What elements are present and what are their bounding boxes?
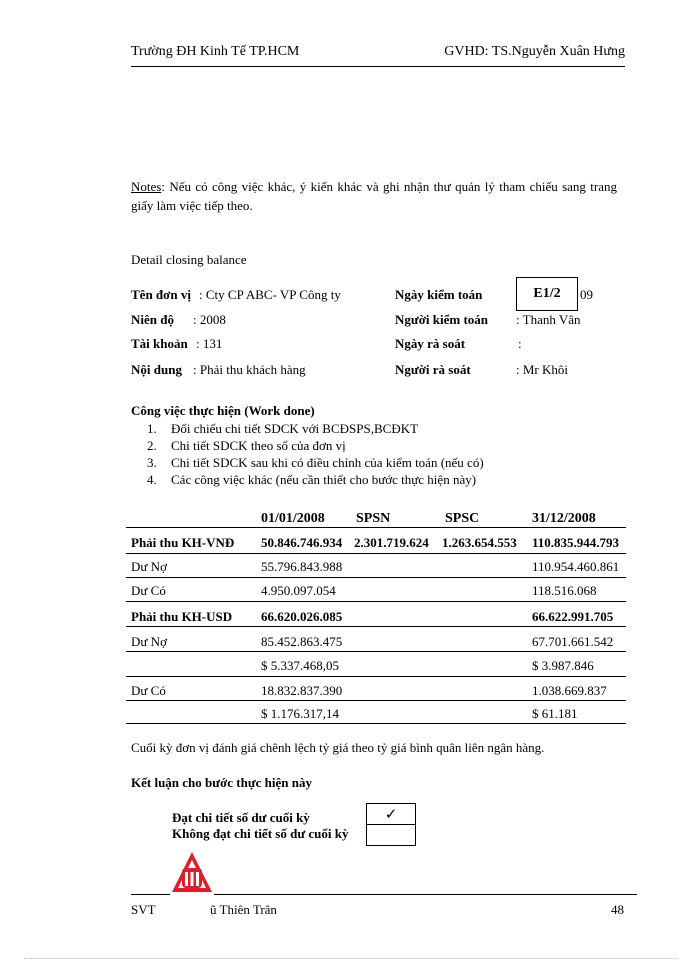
list-item-text: Các công việc khác (nếu cần thiết cho bước thực hiện này)	[171, 472, 477, 487]
table-header: SPSN	[356, 511, 391, 526]
table-cell: 85.452.863.475	[261, 634, 343, 649]
table-rule	[126, 723, 626, 724]
list-item-number: 3.	[147, 455, 157, 470]
review-date-label: Ngày rà soát	[395, 336, 466, 351]
table-rule	[126, 553, 626, 554]
table-cell: 66.620.026.085	[261, 609, 343, 624]
auditor-label: Người kiểm toán	[395, 312, 488, 327]
notes-label: Notes	[131, 179, 162, 194]
list-item-number: 2.	[147, 438, 157, 453]
table-cell: 66.622.991.705	[532, 609, 614, 624]
notes-text: : Nếu có công việc khác, ý kiến khác và ghi nhận thư quản lý tham chiếu sang trang giấy làm việc tiếp theo.	[131, 179, 617, 213]
table-cell: 1.263.654.553	[442, 535, 517, 550]
table-cell: $ 61.181	[532, 706, 578, 721]
table-rule	[126, 577, 626, 578]
header-supervisor: GVHD: TS.Nguyễn Xuân Hưng	[444, 44, 625, 59]
list-item-text: Chi tiết SDCK sau khi có điều chỉnh của kiểm toán (nếu có)	[171, 455, 484, 470]
year-value: : 2008	[193, 312, 226, 327]
reference-box: E1/2	[516, 277, 578, 311]
list-item	[147, 454, 484, 471]
account-label: Tài khoản	[131, 336, 188, 351]
page-edge-divider	[24, 958, 676, 959]
notes-paragraph	[131, 177, 617, 215]
table-cell: 2.301.719.624	[354, 535, 429, 550]
table-cell: 4.950.097.054	[261, 583, 336, 598]
work-title: Công việc thực hiện (Work done)	[131, 403, 315, 418]
list-item-number: 1.	[147, 421, 157, 436]
unit-value: : Cty CP ABC- VP Công ty	[199, 287, 341, 302]
table-row-label: Phải thu KH-USD	[131, 609, 233, 624]
table-rule	[126, 626, 626, 627]
footer-student-name: ũ Thiên Trân	[210, 902, 277, 917]
table-cell: 50.846.746.934	[261, 535, 343, 550]
list-item	[147, 437, 484, 454]
option-fail-checkbox[interactable]	[366, 824, 416, 846]
table-cell: $ 3.987.846	[532, 658, 594, 673]
option-pass-label: Đạt chi tiết số dư cuối kỳ	[172, 810, 310, 825]
review-date-value: :	[518, 336, 522, 351]
table-cell: 118.516.068	[532, 583, 597, 598]
unit-label: Tên đơn vị	[131, 287, 191, 302]
table-cell: 1.038.669.837	[532, 683, 607, 698]
reviewer-value: : Mr Khôi	[516, 362, 568, 377]
list-item-text: Đối chiếu chi tiết SDCK với BCĐSPS,BCĐKT	[171, 421, 419, 436]
logo-icon	[170, 850, 214, 906]
detail-title: Detail closing balance	[131, 252, 247, 267]
table-cell: 110.954.460.861	[532, 559, 620, 574]
table-row-label: Dư Có	[131, 583, 166, 598]
page-number: 48	[611, 902, 624, 917]
list-item-number: 4.	[147, 472, 157, 487]
table-row-label: Dư Có	[131, 683, 166, 698]
table-rule	[126, 676, 626, 677]
table-row-label: Dư Nợ	[131, 634, 167, 649]
table-cell: $ 5.337.468,05	[261, 658, 339, 673]
header-school: Trường ĐH Kinh Tế TP.HCM	[131, 44, 300, 59]
year-label: Niên độ	[131, 312, 174, 327]
content-value: : Phải thu khách hàng	[193, 362, 306, 377]
closing-note: Cuối kỳ đơn vị đánh giá chênh lệch tỷ giá theo tỷ giá bình quân liên ngân hàng.	[131, 740, 545, 755]
reviewer-label: Người rà soát	[395, 362, 471, 377]
content-label: Nội dung	[131, 362, 182, 377]
footer-student-label: SVT	[131, 902, 156, 917]
auditor-value: : Thanh Vân	[516, 312, 581, 327]
audit-date-value: 09	[580, 287, 593, 302]
account-value: : 131	[196, 336, 223, 351]
work-list	[147, 420, 484, 488]
list-item	[147, 471, 484, 488]
table-rule	[126, 601, 626, 602]
table-header: SPSC	[445, 511, 480, 526]
table-cell: 55.796.843.988	[261, 559, 343, 574]
list-item	[147, 420, 484, 437]
table-header: 01/01/2008	[261, 511, 325, 526]
table-rule	[126, 651, 626, 652]
table-cell: $ 1.176.317,14	[261, 706, 339, 721]
audit-date-label: Ngày kiểm toán	[395, 287, 483, 302]
table-row-label: Phải thu KH-VNĐ	[131, 535, 235, 550]
table-cell: 110.835.944.793	[532, 535, 620, 550]
header-divider	[131, 66, 625, 67]
table-header: 31/12/2008	[532, 511, 596, 526]
table-cell: 18.832.837.390	[261, 683, 343, 698]
option-pass-checkbox[interactable]: ✓	[366, 803, 416, 825]
list-item-text: Chi tiết SDCK theo sổ của đơn vị	[171, 438, 346, 453]
table-row-label: Dư Nợ	[131, 559, 167, 574]
table-rule	[126, 527, 626, 528]
conclusion-title: Kết luận cho bước thực hiện này	[131, 775, 312, 790]
table-cell: 67.701.661.542	[532, 634, 614, 649]
table-rule	[126, 700, 626, 701]
option-fail-label: Không đạt chi tiết số dư cuối kỳ	[172, 826, 349, 841]
